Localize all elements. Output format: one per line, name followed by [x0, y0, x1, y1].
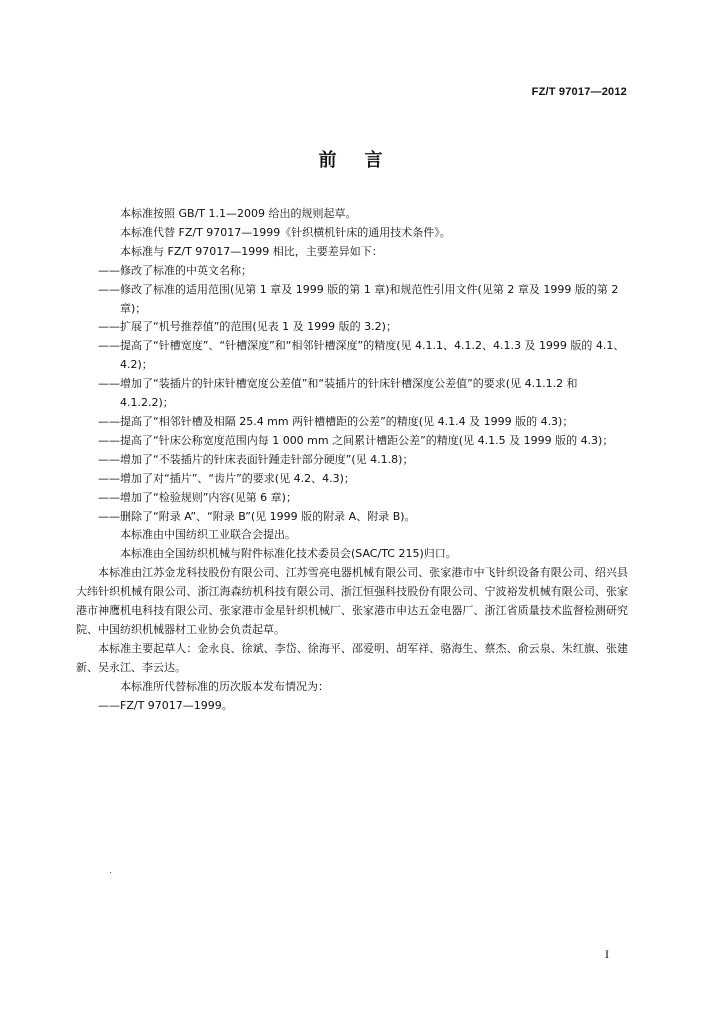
preface-paragraph: 本标准由江苏金龙科技股份有限公司、江苏雪亮电器机械有限公司、张家港市中飞针织设备有限公司、绍兴县大纬针织机械有限公司、浙江海森纺机科技有限公司、浙江恒强科技股份有限公司、宁波裕发机械有限公司、张家港市神鹰机电科技有限公司、张家港市金星针织机械厂、张家港市申达五金电器厂、浙江省质量技术监督检测研究院、中国纺织机械器材工业协会负责起草。	[76, 566, 628, 636]
change-list-item: ——修改了标准的适用范围(见第 1 章及 1999 版的第 1 章)和规范性引用文件(见第 2 章及 1999 版的第 2 章)；	[98, 282, 619, 315]
change-list-item: ——提高了“相邻针槽及相隔 25.4 mm 两针槽槽距的公差”的精度(见 4.1.4 及 1999 版的 4.3)；	[98, 414, 574, 428]
change-list-item: ——增加了“不装插片的针床表面针踵走针部分硬度”(见 4.1.8)；	[98, 452, 414, 466]
change-list-item: ——增加了对“插片”、“齿片”的要求(见 4.2、4.3)；	[98, 471, 355, 485]
preface-paragraph: 本标准按照 GB/T 1.1—2009 给出的规则起草。	[120, 207, 357, 220]
preface-paragraph: 本标准由全国纺织机械与附件标准化技术委员会(SAC/TC 215)归口。	[120, 547, 457, 561]
change-list-item: ——增加了“装插片的针床针槽宽度公差值”和“装插片的针床针槽深度公差值”的要求(见 4.1.1.2 和 4.1.2.2)；	[98, 377, 578, 410]
page-title: 前言	[318, 150, 411, 171]
change-list-item: ——FZ/T 97017—1999。	[98, 698, 233, 712]
change-list-item: ——修改了标准的中英文名称；	[98, 263, 252, 277]
preface-paragraph: 本标准所代替标准的历次版本发布情况为：	[120, 679, 329, 693]
change-list-item: ——增加了“检验规则”内容(见第 6 章)；	[98, 490, 297, 504]
preface-paragraph: 本标准主要起草人：金永良、徐斌、李岱、徐海平、邵爱明、胡军祥、骆海生、蔡杰、俞云泉、朱红旗、张建新、吴永江、李云达。	[76, 641, 628, 674]
change-list-item: ——提高了“针槽宽度”、“针槽深度”和“相邻针槽深度”的精度(见 4.1.1、4.1.2、4.1.3 及 1999 版的 4.1、4.2)；	[98, 339, 625, 372]
change-list-item: ——提高了“针床公称宽度范围内每 1 000 mm 之间累计槽距公差”的精度(见 4.1.5 及 1999 版的 4.3)；	[98, 433, 614, 447]
preface-paragraph: 本标准代替 FZ/T 97017—1999《针织横机针床的通用技术条件》。	[120, 225, 451, 239]
change-list-item: ——扩展了“机号推荐值”的范围(见表 1 及 1999 版的 3.2)；	[98, 320, 397, 334]
preface-paragraph: 本标准与 FZ/T 97017—1999 相比，主要差异如下：	[120, 244, 383, 258]
preface-paragraph: 本标准由中国纺织工业联合会提出。	[120, 528, 296, 542]
preface-body	[76, 205, 628, 715]
scan-speck	[110, 872, 111, 873]
standard-code: FZ/T 97017—2012	[531, 86, 627, 98]
page-number: I	[605, 947, 609, 961]
change-list-item: ——删除了“附录 A”、“附录 B”(见 1999 版的附录 A、附录 B)。	[98, 509, 416, 523]
